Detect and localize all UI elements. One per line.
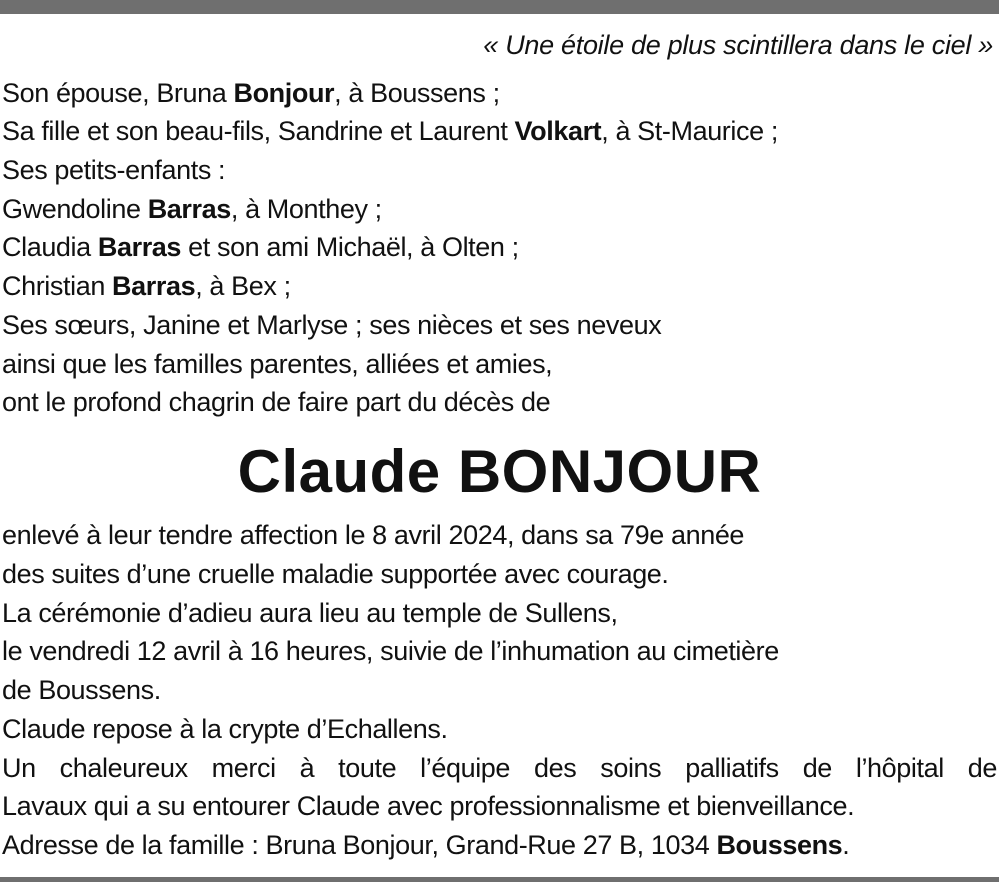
detail-line: La cérémonie d’adieu aura lieu au temple de Sullens,: [2, 598, 618, 628]
detail-line: enlevé à leur tendre affection le 8 avril 2024, dans sa 79e année: [2, 520, 745, 550]
thanks-line: Lavaux qui a su entourer Claude avec professionnalisme et bienveillance.: [2, 791, 855, 821]
family-line: ainsi que les familles parentes, alliées et amies,: [2, 349, 553, 379]
family-line: Son épouse, Bruna Bonjour, à Boussens ;: [2, 78, 500, 108]
detail-line: des suites d’une cruelle maladie supportée avec courage.: [2, 559, 669, 589]
family-line: Ses petits-enfants :: [2, 155, 226, 185]
top-rule: [0, 0, 999, 14]
family-line: Sa fille et son beau-fils, Sandrine et Laurent Volkart, à St-Maurice ;: [2, 116, 778, 146]
bottom-rule: [0, 877, 999, 882]
family-line: Claudia Barras et son ami Michaël, à Olten ;: [2, 232, 519, 262]
motto-quote: « Une étoile de plus scintillera dans le ciel »: [483, 30, 993, 60]
deceased-name: Claude BONJOUR: [237, 438, 762, 505]
family-line: Gwendoline Barras, à Monthey ;: [2, 194, 382, 224]
family-line: Ses sœurs, Janine et Marlyse ; ses nièces et ses neveux: [2, 310, 662, 340]
detail-line: Claude repose à la crypte d’Echallens.: [2, 714, 448, 744]
family-line: ont le profond chagrin de faire part du décès de: [2, 387, 551, 417]
family-line: Christian Barras, à Bex ;: [2, 271, 291, 301]
family-address: Adresse de la famille : Bruna Bonjour, Grand-Rue 27 B, 1034 Boussens.: [2, 830, 850, 860]
thanks-line: Un chaleureux merci à toute l’équipe des soins palliatifs de l’hôpital de: [2, 753, 997, 783]
detail-line: le vendredi 12 avril à 16 heures, suivie de l’inhumation au cimetière: [2, 636, 779, 666]
detail-line: de Boussens.: [2, 675, 161, 705]
